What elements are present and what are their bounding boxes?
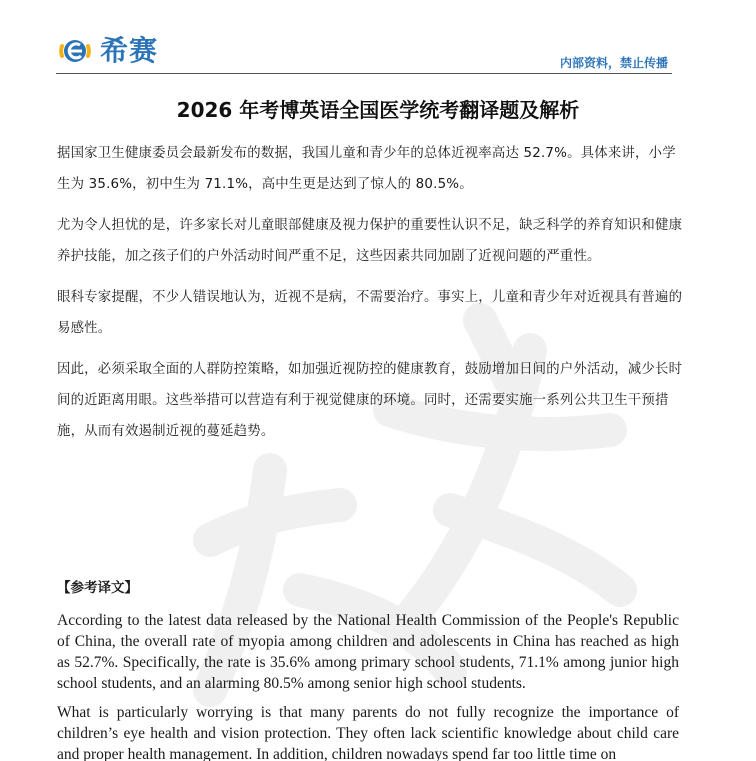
logo-text: 希赛 xyxy=(100,34,159,67)
xisai-logo-icon xyxy=(56,32,94,70)
confidential-notice: 内部资料，禁止传播 xyxy=(559,56,668,70)
header-divider xyxy=(56,73,672,74)
chinese-passage xyxy=(57,138,689,457)
chinese-paragraph: 据国家卫生健康委员会最新发布的数据，我国儿童和青少年的总体近视率高达 52.7%。具体来讲，小学生为 35.6%，初中生为 71.1%，高中生更是达到了惊人的 80.5%。 xyxy=(57,146,676,192)
page-header xyxy=(56,30,672,74)
chinese-paragraph: 眼科专家提醒，不少人错误地认为，近视不是病，不需要治疗。事实上，儿童和青少年对近视具有普遍的易感性。 xyxy=(57,290,683,336)
english-paragraph: According to the latest data released by the National Health Commission of the People's Republic of China, the overall rate of myopia among children and adolescents in China has reached as high as 52.7%. Specifically, the rate is 35.6% among primary school students, 71.1% among junior high school students, and an alarming 80.5% among senior high school students. xyxy=(57,612,679,692)
chinese-paragraph: 因此，必须采取全面的人群防控策略，如加强近视防控的健康教育，鼓励增加日间的户外活动，减少长时间的近距离用眼。这些举措可以营造有利于视觉健康的环境。同时，还需要实施一系列公共卫生干预措施，从而有效遏制近视的蔓延趋势。 xyxy=(57,362,683,439)
reference-translation-heading: 【参考译文】 xyxy=(57,580,138,596)
logo xyxy=(56,32,158,70)
page-title: 2026 年考博英语全国医学统考翻译题及解析 xyxy=(176,98,580,122)
english-paragraph: What is particularly worrying is that many parents do not fully recognize the importance of children’s eye health and vision protection. They often lack scientific knowledge about child care and proper health management. In addition, children nowadays spend far too little time on xyxy=(57,704,679,761)
english-translation xyxy=(57,610,679,761)
chinese-paragraph: 尤为令人担忧的是，许多家长对儿童眼部健康及视力保护的重要性认识不足，缺乏科学的养育知识和健康养护技能，加之孩子们的户外活动时间严重不足，这些因素共同加剧了近视问题的严重性。 xyxy=(57,218,683,264)
